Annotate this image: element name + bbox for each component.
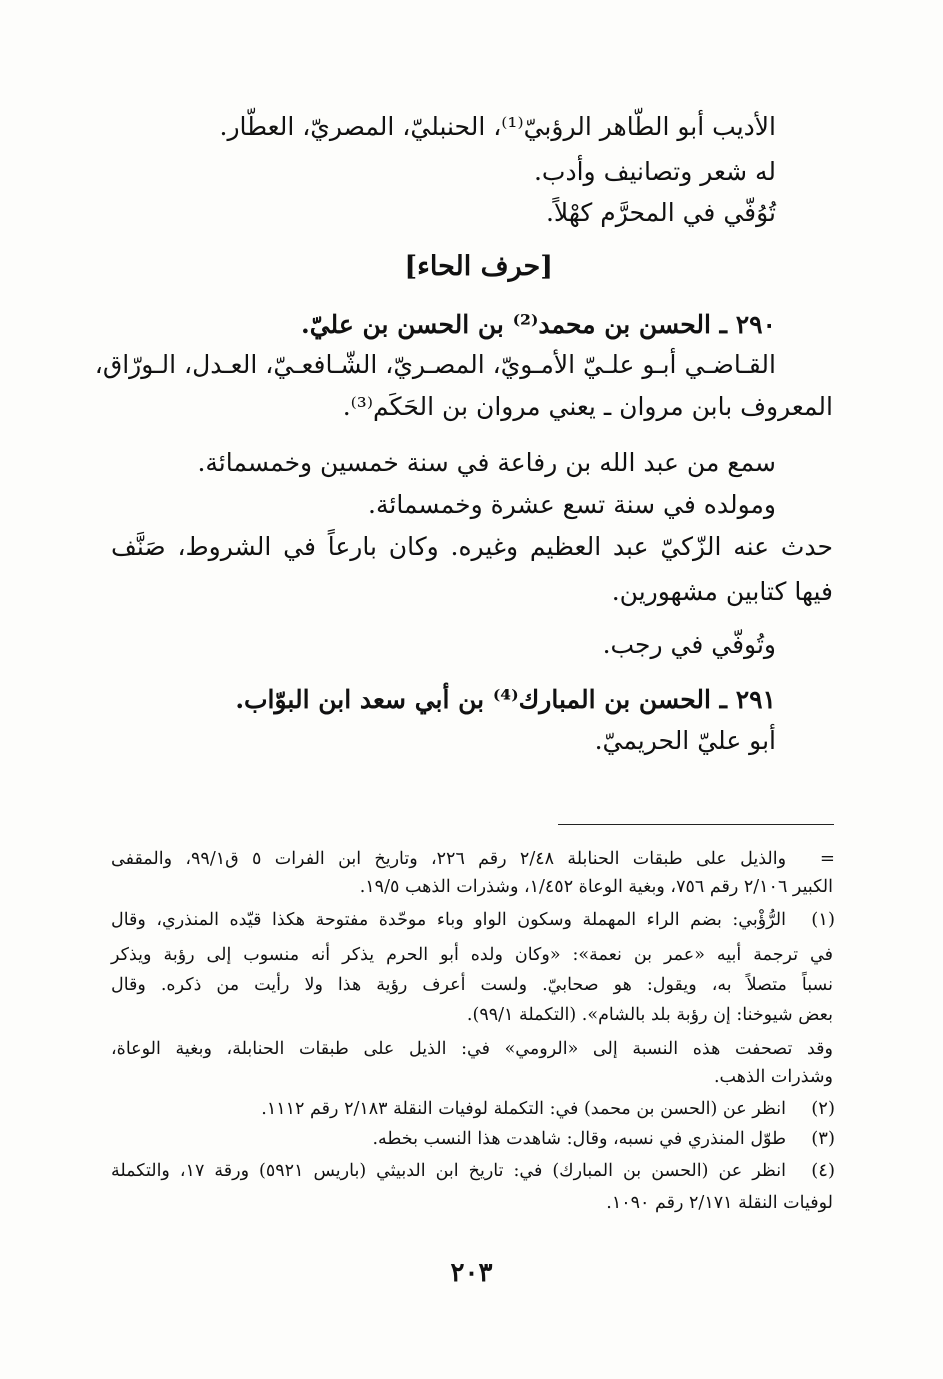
text-line: وتُوفّي في رجب.: [602, 630, 776, 659]
text-line: أبو عليّ الحريميّ.: [594, 726, 776, 755]
footnote-number: (٤): [811, 1160, 835, 1181]
text-line: ومولده في سنة تسع عشرة وخمسمائة.: [368, 490, 776, 519]
text-line: فيها كتابين مشهورين.: [611, 577, 833, 606]
footnote-number: (١): [811, 909, 835, 930]
text-line: القـاضـي أبـو علـيّ الأمـويّ، المصـريّ، الشّـافعـيّ، العـدل، الـورّاق،: [94, 350, 776, 379]
footnote-line: نسباً متصلاً به، ويقول: هو صحابيّ. ولست أعرف رؤية هذا ولا رأيت من ذكره. وقال: [111, 975, 833, 995]
section-heading: [حرف الحاء]: [404, 251, 553, 282]
footnote-line: طوّل المنذري في نسبه، وقال: شاهدت هذا النسب بخطه.: [372, 1129, 786, 1149]
text-line: سمع من عبد الله بن رفاعة في سنة خمسين وخمسمائة.: [197, 448, 776, 477]
footnote-line: بعض شيوخنا: إن رؤبة بلد بالشام». (التكملة ٩٩/١).: [466, 1005, 833, 1025]
entry-290-title: ٢٩٠ ـ الحسن بن محمد⁽²⁾ بن الحسن بن عليّ.: [301, 310, 776, 339]
footnote-line: انظر عن (الحسن بن المبارك) في: تاريخ ابن الدبيثي (باريس ٥٩٢١) ورقة ١٧، والتكملة: [111, 1161, 786, 1181]
footnote-number: (٢): [811, 1098, 835, 1119]
footnote-line: الرُّؤْبي: بضم الراء المهملة وسكون الواو وباء موحّدة مفتوحة هكذا قيّده المنذري، وقال: [111, 910, 786, 930]
footnote-line: انظر عن (الحسن بن محمد) في: التكملة لوفيات النقلة ٢/١٨٣ رقم ١١١٢.: [261, 1099, 786, 1119]
footnote-line: والذيل على طبقات الحنابلة ٢/٤٨ رقم ٢٢٦، وتاريخ ابن الفرات ٥ ق٩٩/١، والمقفى: [111, 849, 787, 869]
footnote-number: (٣): [811, 1128, 835, 1149]
footnote-line: في ترجمة أبيه «عمر بن نعمة»: «وكان ولده أبو الحرم يذكر أنه منسوب إلى رؤبة ويذكر: [111, 945, 833, 965]
footnote-line: وقد تصحفت هذه النسبة إلى «الرومي» في: الذيل على طبقات الحنابلة، وبغية الوعاة،: [111, 1039, 833, 1059]
entry-291-title: ٢٩١ ـ الحسن بن المبارك⁽⁴⁾ بن أبي سعد ابن البوّاب.: [235, 685, 776, 714]
footnote-line: وشذرات الذهب.: [713, 1067, 833, 1087]
text-line: المعروف بابن مروان ـ يعني مروان بن الحَكَم⁽³⁾.: [342, 392, 833, 421]
text-line: الأديب أبو الطّاهر الرؤبيّ⁽¹⁾، الحنبليّ، المصريّ، العطّار.: [219, 112, 776, 141]
text-line: حدث عنه الزّكيّ عبد العظيم وغيره. وكان بارعاً في الشروط، صَنَّف: [111, 532, 833, 561]
text-line: له شعر وتصانيف وأدب.: [533, 157, 776, 186]
text-line: تُوُفّي في المحرَّم كهْلاً.: [545, 198, 776, 227]
page-number: ٢٠٣: [450, 1258, 493, 1288]
footnote-separator: [558, 824, 834, 825]
footnote-line: الكبير ٢/١٠٦ رقم ٧٥٦، وبغية الوعاة ١/٤٥٢، وشذرات الذهب ١٩/٥.: [359, 877, 833, 897]
footnote-continuation-mark: =: [819, 848, 835, 869]
footnote-line: لوفيات النقلة ٢/١٧١ رقم ١٠٩٠.: [606, 1193, 833, 1213]
